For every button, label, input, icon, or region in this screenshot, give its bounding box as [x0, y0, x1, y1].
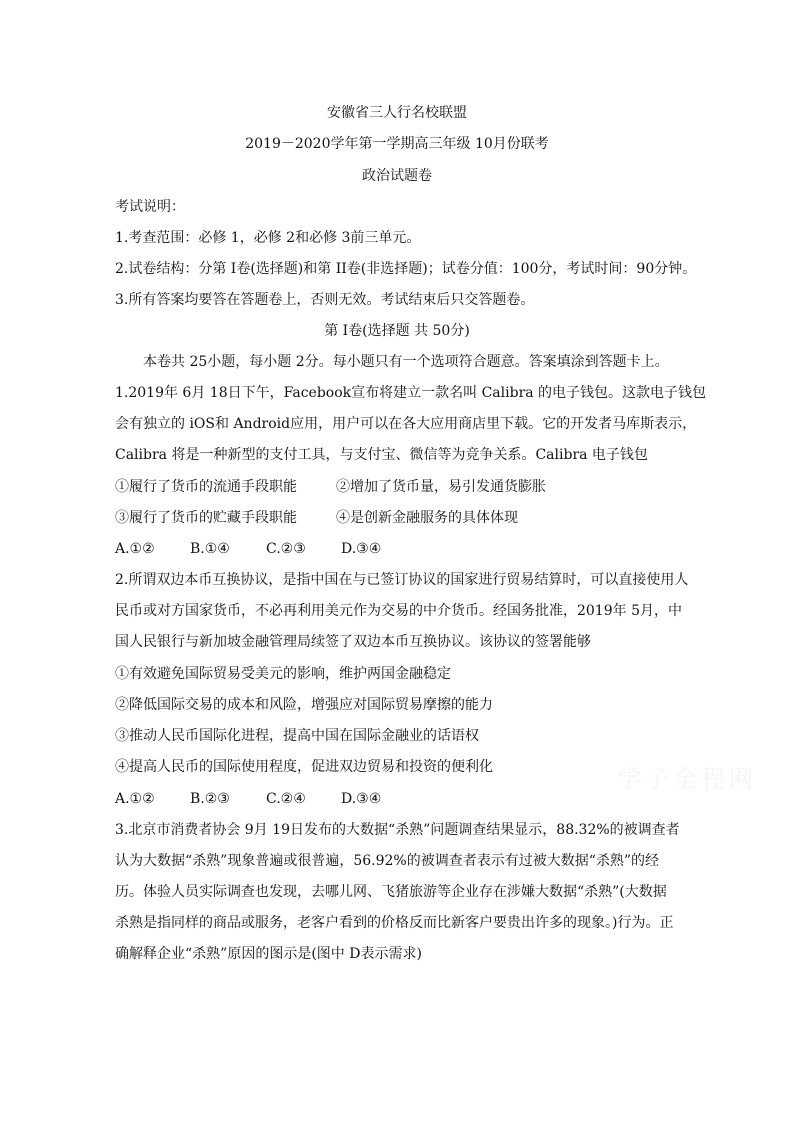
q1-choice-d: D.③④ [341, 541, 382, 557]
q2-choice-d: D.③④ [341, 791, 382, 807]
section-title: 第 I卷(选择题 共 50分) [324, 323, 470, 339]
q1-choice-a: A.①② [115, 541, 155, 557]
q2-statement-4: ④提高人民币的国际使用程度，促进双边贸易和投资的便利化 [115, 759, 493, 775]
header-subject: 政治试题卷 [362, 168, 432, 184]
q2-statement-2: ②降低国际交易的成本和风险，增强应对国际贸易摩擦的能力 [115, 697, 493, 713]
q1-statement-4: ④是创新金融服务的具体体现 [336, 510, 518, 526]
q2-statement-3: ③推动人民币国际化进程，提高中国在国际金融业的话语权 [115, 728, 479, 744]
q2-line-2: 民币或对方国家货币，不必再利用美元作为交易的中介货币。经国务批准，2019年 5月，中 [115, 603, 682, 619]
q3-line-3: 历。体验人员实际调查也发现，去哪儿网、飞猪旅游等企业存在涉嫌大数据“杀熟”(大数据 [115, 884, 667, 900]
q3-line-1: 3.北京市消费者协会 9月 19日发布的大数据“杀熟”问题调查结果显示，88.32%的被调查者 [115, 822, 680, 838]
q3-line-5: 确解释企业“杀熟”原因的图示是(图中 D表示需求) [115, 946, 422, 962]
q2-statement-1: ①有效避免国际贸易受美元的影响，维护两国金融稳定 [115, 666, 451, 682]
instructions-title: 考试说明： [115, 199, 185, 215]
q2-choice-b: B.②③ [190, 791, 230, 807]
instruction-item-3: 3.所有答案均要答在答题卷上，否则无效。考试结束后只交答题卷。 [115, 292, 535, 308]
q3-line-4: 杀熟是指同样的商品或服务，老客户看到的价格反而比新客户要贵出许多的现象。)行为。正 [115, 915, 674, 931]
q2-choice-a: A.①② [115, 791, 155, 807]
header-exam: 2019－2020学年第一学期高三年级 10月份联考 [245, 136, 549, 152]
q1-line-1: 1.2019年 6月 18日下午，Facebook宣布将建立一款名叫 Calibra 的电子钱包。这款电子钱包 [115, 385, 707, 401]
q1-line-2: 会有独立的 iOS和 Android应用，用户可以在各大应用商店里下载。它的开发者马库斯表示， [115, 416, 697, 432]
q2-line-3: 国人民银行与新加坡金融管理局续签了双边本币互换协议。该协议的签署能够 [115, 634, 591, 650]
q1-statement-3: ③履行了货币的贮藏手段职能 [115, 510, 297, 526]
q2-choice-c: C.②④ [266, 791, 306, 807]
q1-line-3: Calibra 将是一种新型的支付工具，与支付宝、微信等为竞争关系。Calibra 电子钱包 [115, 447, 648, 463]
q1-choice-c: C.②③ [266, 541, 306, 557]
header-org: 安徽省三人行名校联盟 [327, 105, 467, 121]
q3-line-2: 认为大数据“杀熟”现象普遍或很普遍，56.92%的被调查者表示有过被大数据“杀熟”的经 [115, 853, 660, 869]
q2-line-1: 2.所谓双边本币互换协议，是指中国在与已签订协议的国家进行贸易结算时，可以直接使用人 [115, 572, 689, 588]
instruction-item-1: 1.考查范围：必修 1，必修 2和必修 3前三单元。 [115, 230, 421, 246]
q1-choice-b: B.①④ [190, 541, 230, 557]
section-note: 本卷共 25小题，每小题 2分。每小题只有一个选项符合题意。答案填涂到答题卡上。 [143, 354, 669, 370]
instruction-item-2: 2.试卷结构：分第 I卷(选择题)和第 II卷(非选择题)；试卷分值：100分，考试时间：90分钟。 [115, 261, 697, 277]
q1-statement-2: ②增加了货币量，易引发通货膨胀 [336, 479, 546, 495]
q1-statement-1: ①履行了货币的流通手段职能 [115, 479, 297, 495]
watermark: 学子全程网 [617, 765, 757, 793]
